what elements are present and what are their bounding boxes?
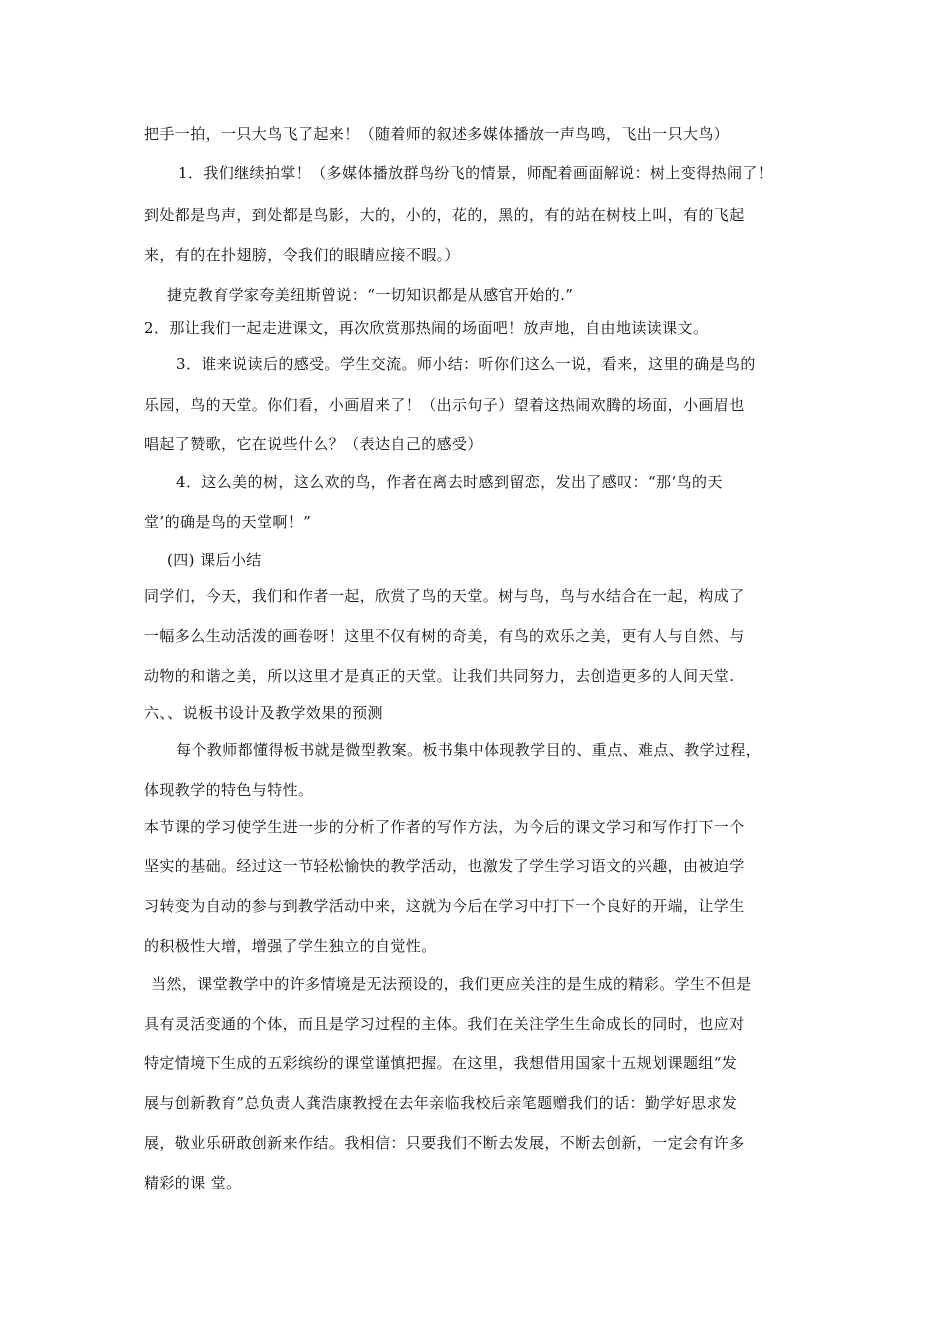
text-line: 精彩的课 堂。 xyxy=(144,1174,242,1192)
text-line: 4．这么美的树，这么欢的鸟，作者在离去时感到留恋，发出了感叹：“那‘鸟的天 xyxy=(176,473,723,491)
text-line: 展与创新教育”总负责人龚浩康教授在去年亲临我校后亲笔题赠我们的话：勤学好思求发 xyxy=(144,1094,738,1112)
text-line: 乐园，鸟的天堂。你们看，小画眉来了！（出示句子）望着这热闹欢腾的场面，小画眉也 xyxy=(144,396,745,414)
section-heading: (四) 课后小结 xyxy=(167,551,262,569)
text-line: 同学们，今天，我们和作者一起，欣赏了鸟的天堂。树与鸟，鸟与水结合在一起，构成了 xyxy=(144,587,745,605)
text-line: 特定情境下生成的五彩缤纷的课堂谨慎把握。在这里，我想借用国家十五规划课题组“发 xyxy=(144,1054,738,1072)
text-line: 一幅多么生动活泼的画卷呀！这里不仅有树的奇美，有鸟的欢乐之美，更有人与自然、与 xyxy=(144,627,745,645)
text-line: 动物的和谐之美，所以这里才是真正的天堂。让我们共同努力，去创造更多的人间天堂. xyxy=(144,667,735,685)
text-line: 到处都是鸟声，到处都是鸟影，大的，小的，花的，黑的，有的站在树枝上叫，有的飞起 xyxy=(144,206,745,224)
text-line: 的积极性大增，增强了学生独立的自觉性。 xyxy=(144,937,437,955)
text-line: 具有灵活变通的个体，而且是学习过程的主体。我们在关注学生生命成长的同时，也应对 xyxy=(144,1015,745,1033)
text-line: 当然，课堂教学中的许多情境是无法预设的，我们更应关注的是生成的精彩。学生不但是 xyxy=(151,975,752,993)
text-line: 1．我们继续拍掌！（多媒体播放群鸟纷飞的情景，师配着画面解说：树上变得热闹了！ xyxy=(178,164,774,182)
text-line: 每个教师都懂得板书就是微型教案。板书集中体现教学目的、重点、难点、教学过程， xyxy=(176,741,762,759)
section-heading: 六、、说板书设计及教学效果的预测 xyxy=(144,704,383,722)
text-line: 体现教学的特色与特性。 xyxy=(144,781,314,799)
text-line: 捷克教育学家夸美纽斯曾说：“一切知识都是从感官开始的.” xyxy=(167,286,574,304)
text-line: 本节课的学习使学生进一步的分析了作者的写作方法，为今后的课文学习和写作打下一个 xyxy=(144,818,745,836)
text-line: 展，敬业乐研敢创新来作结。我相信：只要我们不断去发展，不断去创新，一定会有许多 xyxy=(144,1134,745,1152)
text-line: 把手一拍，一只大鸟飞了起来！（随着师的叙述多媒体播放一声鸟鸣，飞出一只大鸟） xyxy=(144,125,730,143)
text-line: 2．那让我们一起走进课文，再次欣赏那热闹的场面吧！放声地，自由地读读课文。 xyxy=(144,319,709,337)
text-line: 来，有的在扑翅膀，令我们的眼睛应接不暇。） xyxy=(144,246,460,264)
text-line: 堂’的确是鸟的天堂啊！” xyxy=(144,513,312,531)
text-line: 唱起了赞歌，它在说些什么？（表达自己的感受） xyxy=(144,435,483,453)
text-line: 习转变为自动的参与到教学活动中来，这就为今后在学习中打下一个良好的开端，让学生 xyxy=(144,897,745,915)
text-line: 坚实的基础。经过这一节轻松愉快的教学活动，也激发了学生学习语文的兴趣，由被迫学 xyxy=(144,857,745,875)
text-line: 3．谁来说读后的感受。学生交流。师小结：听你们这么一说，看来，这里的确是鸟的 xyxy=(176,355,756,373)
